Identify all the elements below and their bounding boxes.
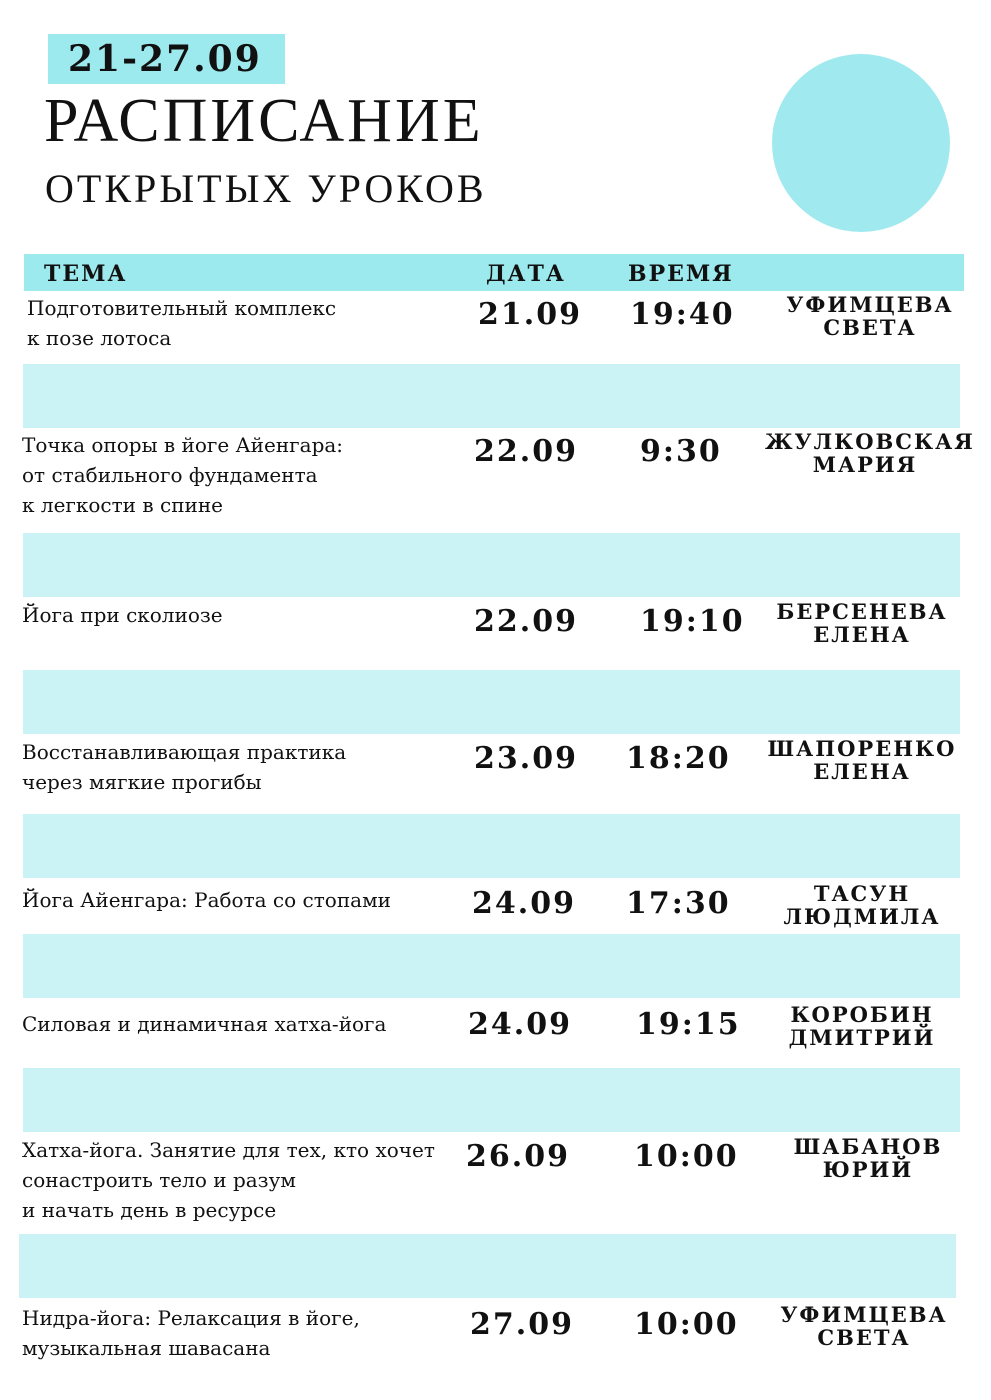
lesson-date: 21.09 — [478, 297, 582, 332]
lesson-teacher: КОРОБИН ДМИТРИЙ — [788, 1002, 936, 1050]
lesson-date: 23.09 — [474, 741, 578, 776]
lesson-teacher: ШАПОРЕНКО ЕЛЕНА — [767, 736, 957, 784]
column-header-time: ВРЕМЯ — [628, 261, 734, 287]
lesson-time: 19:15 — [636, 1007, 741, 1042]
lesson-topic: Силовая и динамичная хатха-йога — [22, 1012, 387, 1036]
lesson-teacher: ТАСУН ЛЮДМИЛА — [783, 881, 941, 929]
lesson-topic: Подготовительный комплекс к позе лотоса — [27, 296, 337, 350]
lesson-teacher: ШАБАНОВ ЮРИЙ — [793, 1134, 943, 1182]
page-title: РАСПИСАНИЕ — [44, 87, 484, 155]
lesson-topic: Хатха-йога. Занятие для тех, кто хочет сонастроить тело и разум и начать день в ресурсе — [22, 1138, 435, 1222]
lesson-time: 10:00 — [634, 1307, 739, 1342]
page-subtitle: ОТКРЫТЫХ УРОКОВ — [45, 166, 487, 211]
lesson-date: 22.09 — [474, 604, 578, 639]
lesson-topic: Йога Айенгара: Работа со стопами — [22, 888, 391, 912]
lesson-topic: Восстанавливающая практика через мягкие прогибы — [22, 740, 347, 794]
row-separator-band — [23, 670, 960, 734]
row-separator-band — [23, 533, 960, 597]
column-header-date: ДАТА — [486, 261, 566, 287]
lesson-date: 27.09 — [470, 1307, 574, 1342]
column-header-topic: ТЕМА — [44, 261, 128, 287]
lesson-time: 18:20 — [626, 741, 731, 776]
lesson-topic: Йога при сколиозе — [22, 603, 223, 627]
lesson-time: 17:30 — [626, 886, 731, 921]
lesson-teacher: БЕРСЕНЕВА ЕЛЕНА — [776, 599, 948, 647]
date-range: 21-27.09 — [68, 38, 262, 80]
row-separator-band — [19, 1234, 956, 1298]
lesson-teacher: УФИМЦЕВА СВЕТА — [786, 292, 954, 340]
lesson-time: 10:00 — [634, 1139, 739, 1174]
row-separator-band — [23, 364, 960, 428]
lesson-date: 22.09 — [474, 434, 578, 469]
lesson-time: 19:40 — [630, 297, 735, 332]
lesson-topic: Нидра-йога: Релаксация в йоге, музыкальная шавасана — [22, 1306, 360, 1360]
decorative-circle — [772, 54, 950, 232]
row-separator-band — [23, 814, 960, 878]
lesson-teacher: ЖУЛКОВСКАЯ МАРИЯ — [765, 429, 975, 477]
lesson-date: 26.09 — [466, 1139, 570, 1174]
lesson-date: 24.09 — [472, 886, 576, 921]
lesson-teacher: УФИМЦЕВА СВЕТА — [780, 1302, 948, 1350]
row-separator-band — [23, 934, 960, 998]
row-separator-band — [23, 1068, 960, 1132]
date-range-badge — [48, 34, 285, 84]
lesson-time: 9:30 — [640, 434, 722, 469]
lesson-date: 24.09 — [468, 1007, 572, 1042]
lesson-topic: Точка опоры в йоге Айенгара: от стабильного фундамента к легкости в спине — [22, 433, 344, 517]
lesson-time: 19:10 — [640, 604, 745, 639]
table-header — [24, 254, 964, 291]
